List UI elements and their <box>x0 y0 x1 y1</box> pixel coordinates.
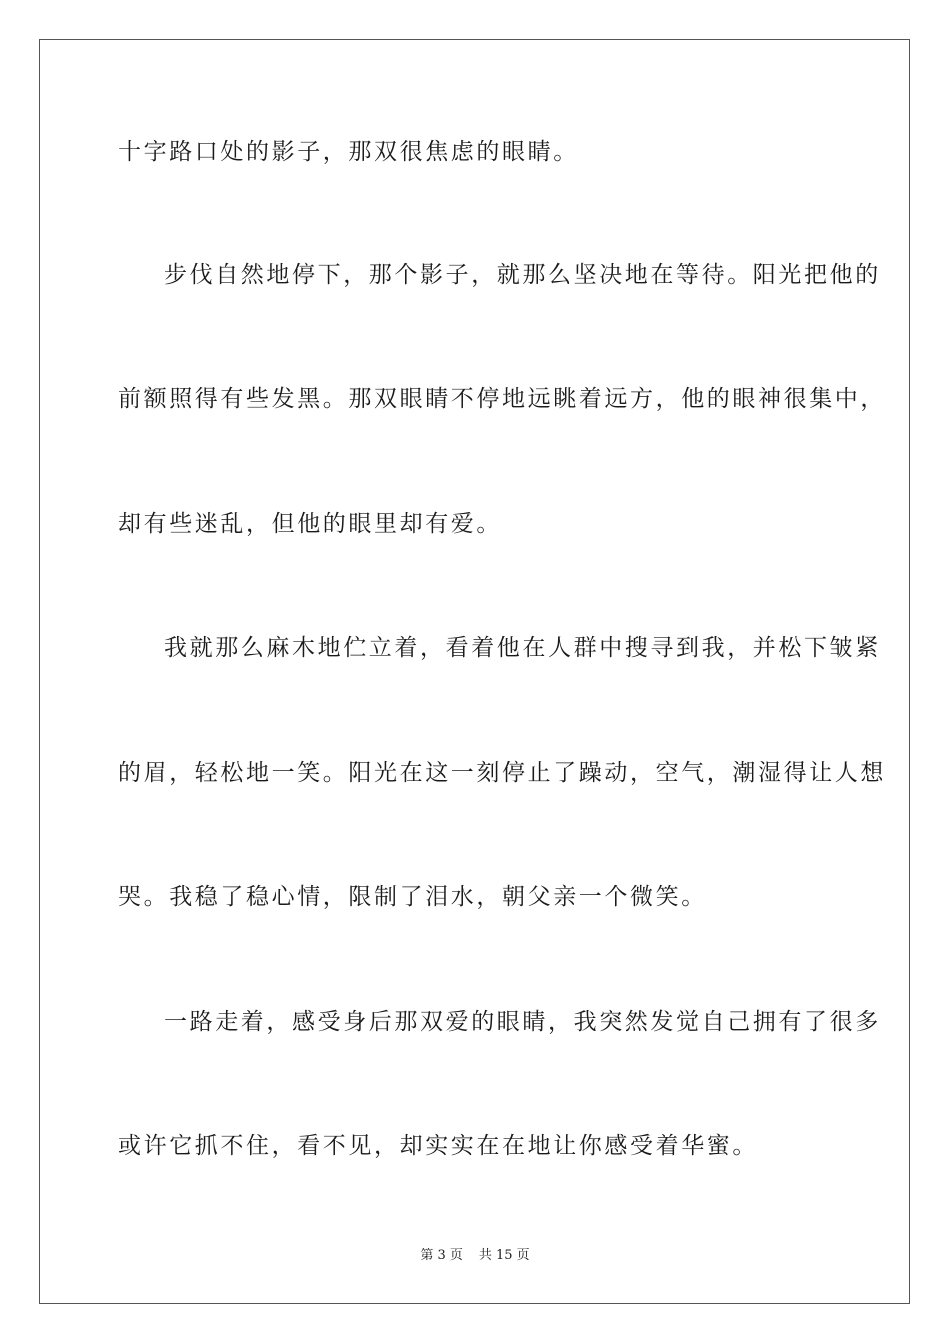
page-footer <box>0 1247 950 1265</box>
page-total: 共 15 页 <box>478 1248 530 1263</box>
text-line: 前额照得有些发黑。那双眼睛不停地远眺着远方，他的眼神很集中， <box>118 386 886 412</box>
text-line: 或许它抓不住，看不见，却实实在在地让你感受着华蜜。 <box>118 1133 758 1159</box>
text-line: 哭。我稳了稳心情，限制了泪水，朝父亲一个微笑。 <box>118 884 707 910</box>
paragraph-start-line: 步伐自然地停下，那个影子，就那么坚决地在等待。阳光把他的 <box>164 262 881 288</box>
paragraph-start-line: 我就那么麻木地伫立着，看着他在人群中搜寻到我，并松下皱紧 <box>164 635 881 661</box>
text-line: 的眉，轻松地一笑。阳光在这一刻停止了躁动，空气，潮湿得让人想 <box>118 760 886 786</box>
text-line: 却有些迷乱，但他的眼里却有爱。 <box>118 511 502 537</box>
paragraph-start-line: 一路走着，感受身后那双爱的眼睛，我突然发觉自己拥有了很多 <box>164 1009 881 1035</box>
page-number: 第 3 页 <box>420 1248 463 1263</box>
page-border <box>39 39 910 1304</box>
text-line: 十字路口处的影子，那双很焦虑的眼睛。 <box>118 139 579 165</box>
